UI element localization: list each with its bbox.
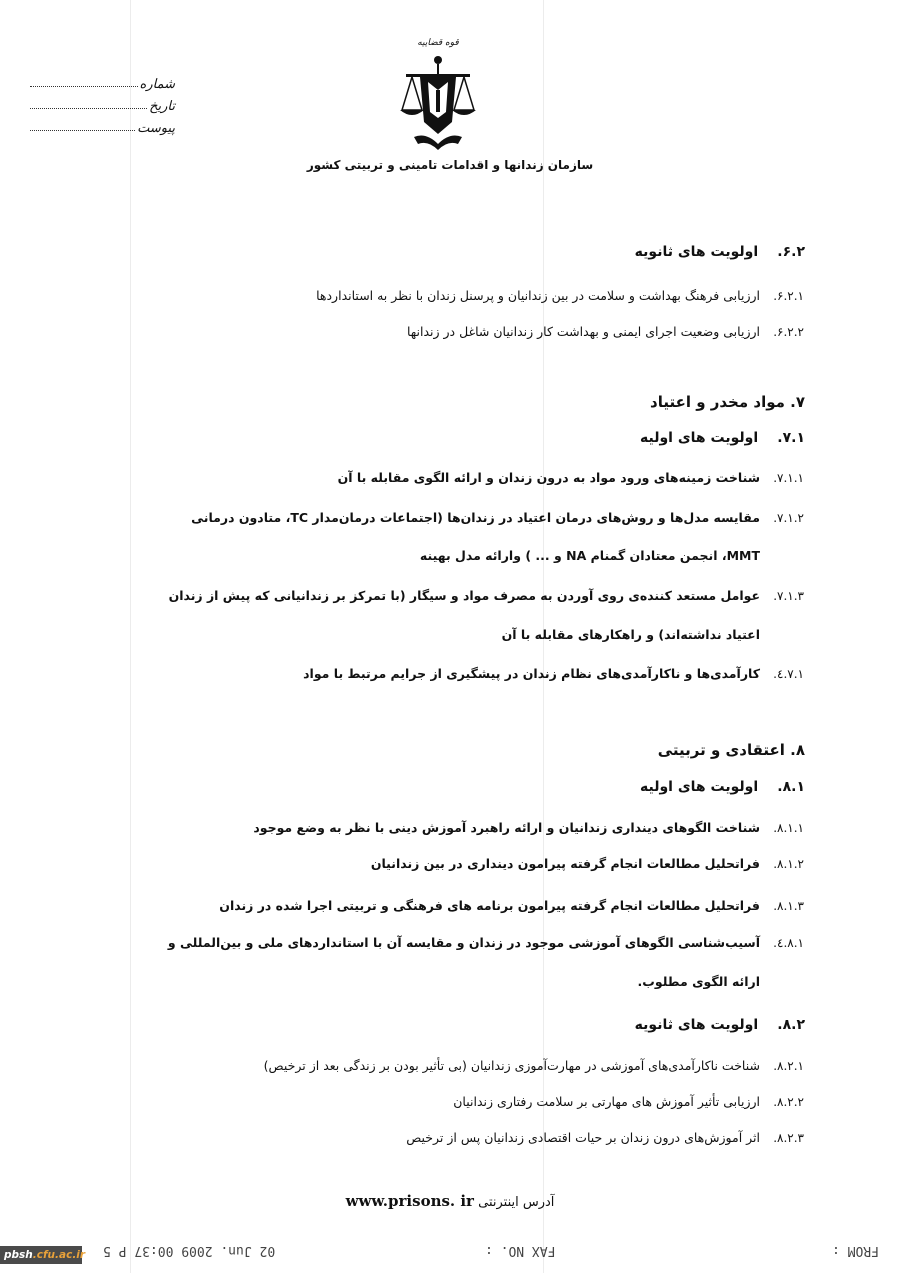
list-item: ۸.۲.۱.شناخت ناکارآمدی‌های آموزشی در مهارت‌آموزی زندانیان (بی تأثیر بودن بر زندگی بعد از ترخیص): [263, 1058, 804, 1073]
list-item: ۶.۲.۱.ارزیابی فرهنگ بهداشت و سلامت در بین زندانیان و پرسنل زندان با نظر به استانداردها: [316, 288, 804, 303]
section-heading-8-1: ۸.۱. اولویت های اولیه: [640, 779, 805, 795]
watermark-badge: pbsh.cfu.ac.ir: [0, 1246, 82, 1264]
organization-name: سازمان زندانها و اقدامات تامینی و تربیتی کشور: [306, 158, 594, 172]
list-item: ۶.۲.۲.ارزیابی وضعیت اجرای ایمنی و بهداشت کار زندانیان شاغل در زندانها: [406, 324, 804, 339]
meta-blank-line: [30, 130, 135, 131]
list-item-continuation: MMT، انجمن معتادان گمنام NA و ... ) وارائه مدل بهینه: [419, 548, 760, 563]
fax-timestamp: 02 Jun. 2009 00:37 P 5: [103, 1243, 276, 1258]
judiciary-emblem: [398, 38, 478, 158]
logo-motto: قوه قضاییه: [417, 38, 459, 48]
list-item: ۸.۲.۳.اثر آموزش‌های درون زندان بر حیات اقتصادی زندانیان پس از ترخیص: [406, 1130, 804, 1145]
website-url[interactable]: www.prisons. ir: [345, 1192, 474, 1210]
list-item: ۷.۱.۲.مقایسه مدل‌ها و روش‌های درمان اعتیاد در زندان‌ها (اجتماعات درمان‌مدار TC، متادون درمانی: [191, 510, 804, 525]
meta-blank-line: [30, 86, 138, 87]
list-item: ۸.۲.۲.ارزیابی تأثیر آموزش های مهارتی بر سلامت رفتاری زندانیان: [453, 1094, 804, 1109]
letter-meta-fields: [30, 70, 175, 136]
list-item: ۸.۱.۱.شناخت الگوهای دینداری زندانیان و ارائه راهبرد آموزش دینی با نظر به وضع موجود: [253, 820, 804, 835]
list-item: ۷.۱.۱.شناخت زمینه‌های ورود مواد به درون زندان و ارائه الگوی مقابله با آن: [337, 470, 804, 485]
website-label: آدرس اینترنتی: [478, 1195, 555, 1210]
meta-field-number: شماره: [30, 70, 175, 92]
meta-field-date: تاریخ: [30, 92, 175, 114]
list-item: ۸.۱.٤.آسیب‌شناسی الگوهای آموزشی موجود در زندان و مقایسه آن با استانداردهای ملی و بین‌المللی و: [167, 935, 804, 950]
list-item-continuation: ارائه الگوی مطلوب.: [637, 974, 760, 989]
list-item: ۷.۱.٤.کارآمدی‌ها و ناکارآمدی‌های نظام زندان در پیشگیری از جرایم مرتبط با مواد: [303, 666, 804, 681]
meta-field-attachment: پیوست: [30, 114, 175, 136]
list-item: ۷.۱.۳.عوامل مستعد کننده‌ی روی آوردن به مصرف مواد و سیگار (با تمرکز بر زندانیانی که پیش از زندان: [168, 588, 804, 603]
fax-from-label: FROM :: [832, 1243, 879, 1258]
section-heading-8: ۸. اعتقادی و تربیتی: [657, 741, 805, 759]
scales-of-justice-emblem-icon: [398, 52, 478, 157]
website-footer: [300, 1192, 600, 1210]
meta-blank-line: [30, 108, 147, 109]
list-item: ۸.۱.۲.فراتحلیل مطالعات انجام گرفته پیرامون دینداری در بین زندانیان: [370, 856, 804, 871]
list-item-continuation: اعتیاد نداشته‌اند) و راهکارهای مقابله با آن: [501, 627, 760, 642]
list-item: ۸.۱.۳.فراتحلیل مطالعات انجام گرفته پیرامون برنامه های فرهنگی و تربیتی اجرا شده در زندان: [219, 898, 804, 913]
scan-artifact-line: [130, 0, 131, 1273]
section-heading-7-1: ۷.۱. اولویت های اولیه: [640, 430, 805, 446]
section-heading-8-2: ۸.۲. اولویت های ثانویه: [634, 1017, 805, 1033]
section-heading-6-2: ۶.۲. اولویت های ثانویه: [634, 244, 805, 260]
section-heading-7: ۷. مواد مخدر و اعتیاد: [650, 393, 805, 411]
fax-number-label: FAX NO. :: [485, 1243, 556, 1258]
